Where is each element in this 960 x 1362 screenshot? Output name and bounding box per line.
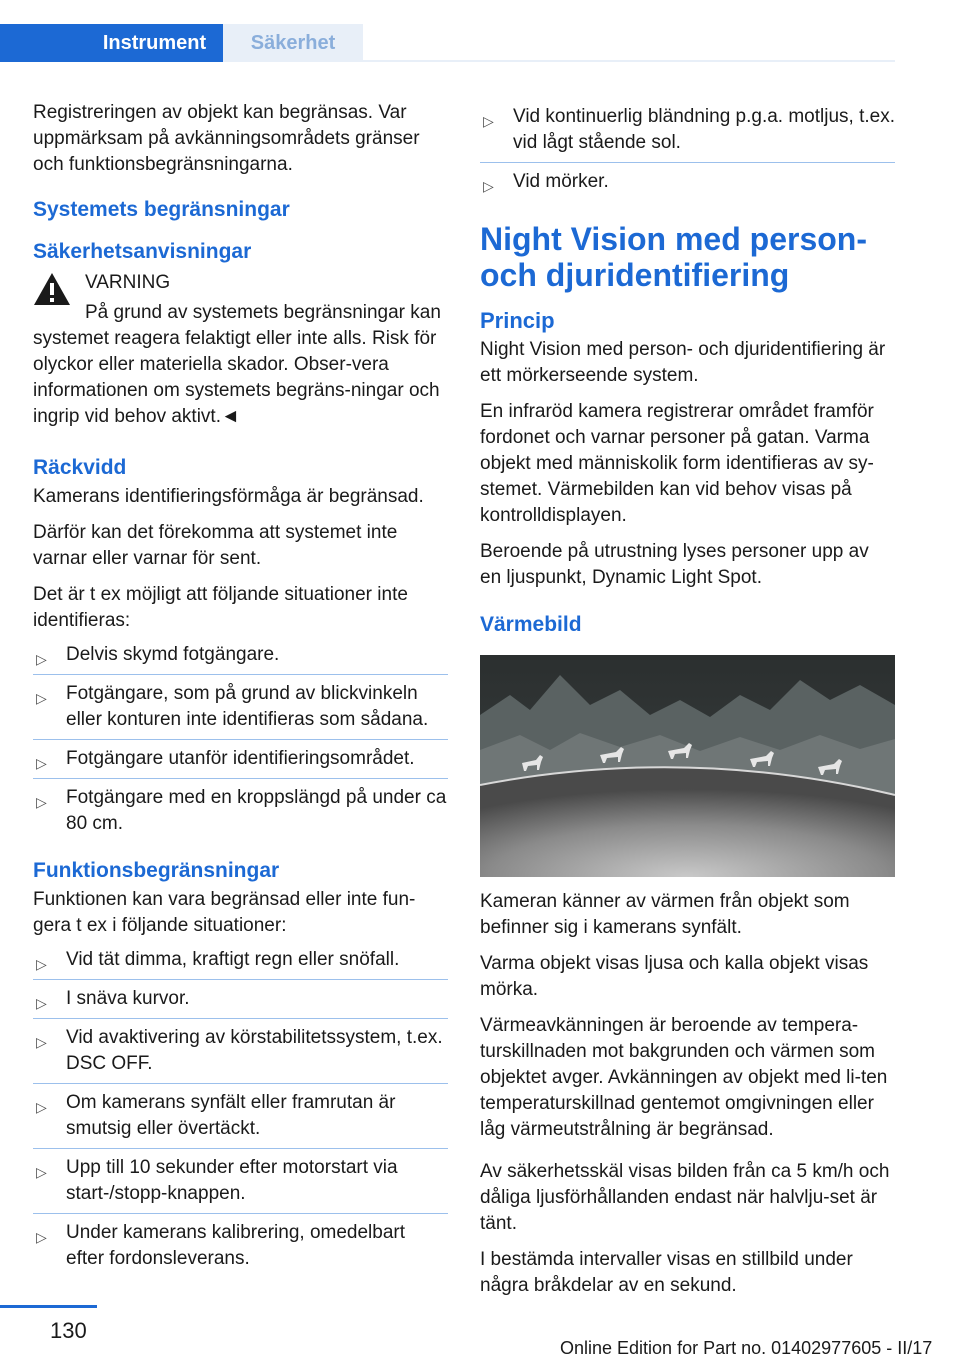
triangle-right-icon: ▷ [36, 1099, 47, 1115]
triangle-right-icon: ▷ [36, 755, 47, 771]
page-number: 130 [50, 1318, 87, 1343]
list-item: ▷ Fotgängare med en kroppslängd på under ca 80 cm. [36, 787, 447, 834]
princip-paragraph-1: Night Vision med person- och djuridentifiering är ett mörkerseende system. [480, 339, 886, 386]
tab-divider [363, 60, 895, 62]
funktion-list [33, 941, 448, 1278]
princip-paragraph-3: Beroende på utrustning lyses personer upp av en ljuspunkt, Dynamic Light Spot. [480, 541, 869, 588]
rackvidd-paragraph-2: Därför kan det förekomma att systemet inte varnar eller varnar för sent. [33, 522, 398, 569]
warning-triangle-icon [33, 272, 71, 306]
heading-night-vision: Night Vision med person- och djuridentifiering [480, 221, 867, 293]
varmebild-paragraph-2: Varma objekt visas ljusa och kalla objekt visas mörka. [480, 953, 869, 1000]
triangle-right-icon: ▷ [36, 956, 47, 972]
list-item: ▷ Vid tät dimma, kraftigt regn eller snöfall. [33, 941, 448, 980]
thermal-image [480, 655, 895, 877]
intro-paragraph: Registreringen av objekt kan begränsas. Var uppmärksam på avkänningsområdets gränser och funktionsbegränsningarna. [33, 102, 420, 175]
tab-sakerhet[interactable]: Säkerhet [223, 24, 363, 62]
list-item: ▷ Vid mörker. [480, 163, 895, 201]
warning-box [33, 270, 448, 430]
left-column [33, 100, 448, 1278]
edition-text: Online Edition for Part no. 01402977605 - II/17 [560, 1338, 933, 1358]
triangle-right-icon: ▷ [483, 113, 494, 129]
list-item: ▷ Fotgängare, som på grund av blickvinkeln eller konturen inte identifieras som sådana. [33, 675, 448, 740]
varmebild-paragraph-4: Av säkerhetsskäl visas bilden från ca 5 km/h och dåliga ljusförhållanden endast när halvlju-set är tänt. [480, 1161, 890, 1234]
triangle-right-icon: ▷ [36, 1164, 47, 1180]
heading-rackvidd: Räckvidd [33, 456, 127, 479]
list-item: ▷ Vid avaktivering av körstabilitetssystem, t.ex. DSC OFF. [33, 1019, 448, 1084]
rackvidd-paragraph-3: Det är t ex möjligt att följande situationer inte identifieras: [33, 584, 408, 631]
heading-funktionsbegransningar: Funktionsbegränsningar [33, 859, 280, 882]
list-item: ▷ Upp till 10 sekunder efter motorstart via start-/stopp-knappen. [33, 1149, 448, 1214]
heading-sakerhetsanvisningar: Säkerhetsanvisningar [33, 240, 252, 263]
funktion-paragraph: Funktionen kan vara begränsad eller inte fun-gera t ex i följande situationer: [33, 889, 416, 936]
heading-varmebild: Värmebild [480, 613, 582, 636]
list-item: ▷ Om kamerans synfält eller framrutan är smutsig eller övertäckt. [33, 1084, 448, 1149]
varmebild-paragraph-5: I bestämda intervaller visas en stillbild under några bråkdelar av en sekund. [480, 1249, 853, 1296]
warning-text: På grund av systemets begränsningar kan systemet reagera felaktigt eller inte alls. Risk för olyckor eller materiella skador. Obser-vera informationen om systemets begräns-ningar och ingrip vid behov aktivt.◄ [33, 302, 441, 427]
list-item: ▷ Under kamerans kalibrering, omedelbart efter fordonsleverans. [36, 1222, 405, 1269]
rackvidd-list [33, 636, 448, 843]
varmebild-paragraph-1: Kameran känner av värmen från objekt som befinner sig i kamerans synfält. [480, 891, 850, 938]
triangle-right-icon: ▷ [36, 651, 47, 667]
triangle-right-icon: ▷ [483, 178, 494, 194]
triangle-right-icon: ▷ [36, 690, 47, 706]
triangle-right-icon: ▷ [36, 995, 47, 1011]
varmebild-paragraph-3: Värmeavkänningen är beroende av tempera-turskillnaden mot bakgrunden och värmen som objektet avger. Avkänningen av objekt med li-ten temperaturskillnad gentemot omgivningen eller låg värmeutstrålning är begränsad. [480, 1015, 888, 1140]
continued-list [480, 98, 895, 201]
triangle-right-icon: ▷ [36, 1034, 47, 1050]
right-column [480, 98, 895, 1309]
heading-systemets-begransningar: Systemets begränsningar [33, 198, 290, 221]
list-item: ▷ Fotgängare utanför identifieringsområdet. [33, 740, 448, 779]
princip-paragraph-2: En infraröd kamera registrerar området framför fordonet och varnar personer på gatan. Varma objekt med människolik form identifieras av sy-stemet. Värmebilden kan vid behov visas på kontrolldisplayen. [480, 401, 874, 526]
list-item: ▷ Vid kontinuerlig bländning p.g.a. motljus, t.ex. vid lågt stående sol. [480, 98, 895, 163]
footer-rule [0, 1305, 97, 1308]
tab-instrument[interactable]: Instrument [0, 24, 223, 62]
triangle-right-icon: ▷ [36, 794, 47, 810]
list-item: ▷ I snäva kurvor. [33, 980, 448, 1019]
triangle-right-icon: ▷ [36, 1229, 47, 1245]
heading-princip: Princip [480, 308, 555, 333]
rackvidd-paragraph-1: Kamerans identifieringsförmåga är begränsad. [33, 486, 424, 507]
warning-title: VARNING [85, 272, 171, 293]
header-tabs [0, 24, 895, 62]
list-item: ▷ Delvis skymd fotgängare. [33, 636, 448, 675]
